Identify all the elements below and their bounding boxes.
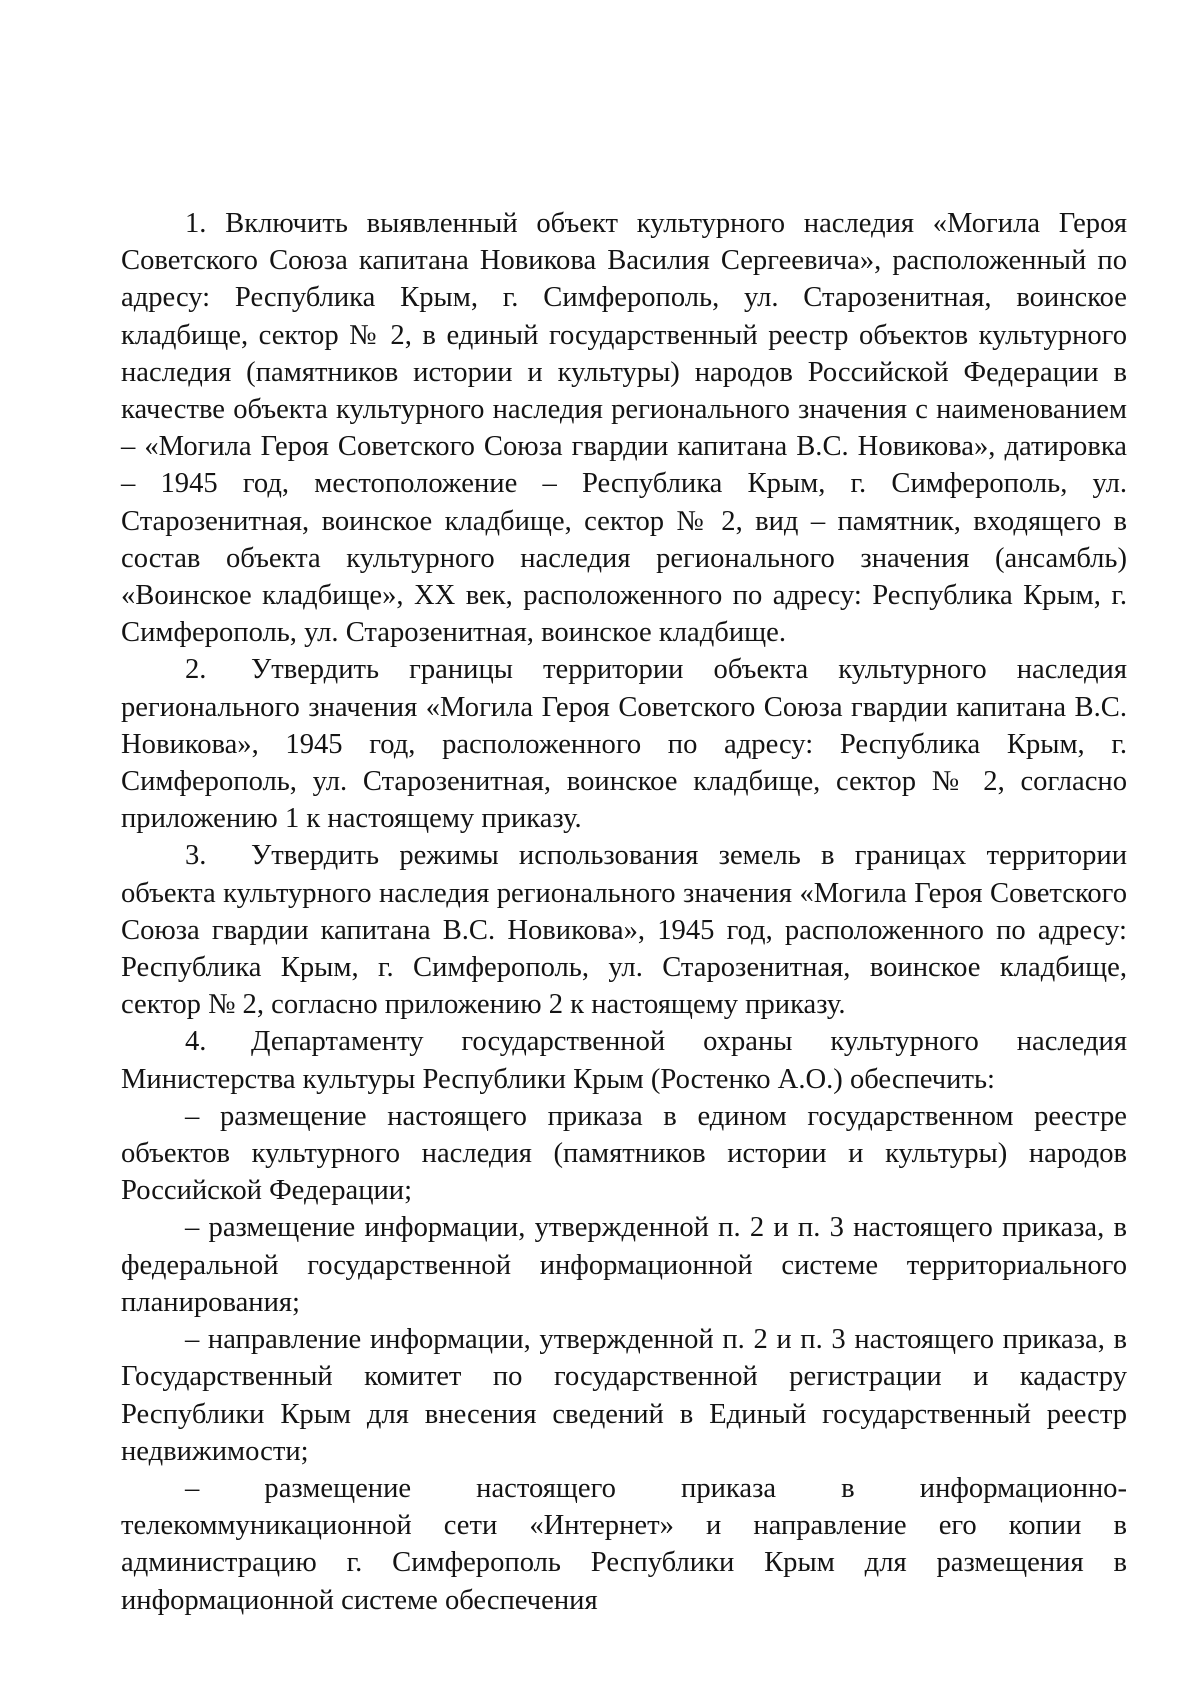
subitem-4 bbox=[121, 1470, 1127, 1619]
subitem-1 bbox=[121, 1098, 1127, 1210]
subitem-text: – размещение настоящего приказа в информационно-телекоммуникационной сети «Интернет» и направление его копии в администрацию г. Симферополь Республики Крым для размещения в информационной системе обеспечения bbox=[121, 1472, 1127, 1616]
item-number: 2. bbox=[185, 654, 207, 686]
item-number: 1. bbox=[185, 208, 207, 239]
subitem-text: – размещение информации, утвержденной п. 2 и п. 3 настоящего приказа, в федеральной государственной информационной системе территориального планирования; bbox=[121, 1212, 1127, 1318]
subitem-3 bbox=[121, 1321, 1127, 1470]
paragraph-item-4 bbox=[121, 1023, 1127, 1097]
item-text: Утвердить режимы использования земель в границах территории объекта культурного наследия регионального значения «Могила Героя Советского Союза гвардии капитана В.С. Новикова», 1945 год, расположенного по адресу: Республика Крым, г. Симферополь, ул. Старозенитная, воинское кладбище, сектор № 2, согласно приложению 2 к настоящему приказу. bbox=[121, 840, 1127, 1021]
paragraph-item-1 bbox=[121, 205, 1127, 651]
paragraph-item-3 bbox=[121, 837, 1127, 1023]
paragraph-item-2 bbox=[121, 651, 1127, 837]
subitem-text: – направление информации, утвержденной п. 2 и п. 3 настоящего приказа, в Государственный комитет по государственной регистрации и кадастру Республики Крым для внесения сведений в Единый государственный реестр недвижимости; bbox=[121, 1324, 1127, 1467]
item-number: 3. bbox=[185, 840, 207, 872]
document-body bbox=[121, 205, 1127, 1619]
subitem-text: – размещение настоящего приказа в едином государственном реестре объектов культурного наследия (памятников истории и культуры) народов Российской Федерации; bbox=[121, 1100, 1127, 1207]
subitem-2 bbox=[121, 1209, 1127, 1321]
item-number: 4. bbox=[185, 1026, 207, 1058]
item-text: Департаменту государственной охраны культурного наследия Министерства культуры Республики Крым (Ростенко А.О.) обеспечить: bbox=[121, 1026, 1127, 1095]
item-text: Включить выявленный объект культурного наследия «Могила Героя Советского Союза капитана Новикова Василия Сергеевича», расположенный по адресу: Республика Крым, г. Симферополь, ул. Старозенитная, воинское кладбище, сектор № 2, в единый государственный реестр объектов культурного наследия (памятников истории и культуры) народов Российской Федерации в качестве объекта культурного наследия регионального значения с наименованием – «Могила Героя Советского Союза гвардии капитана В.С. Новикова», датировка – 1945 год, местоположение – Республика Крым, г. Симферополь, ул. Старозенитная, воинское кладбище, сектор № 2, вид – памятник, входящего в состав объекта культурного наследия регионального значения (ансамбль) «Воинское кладбище», XX век, расположенного по адресу: Республика Крым, г. Симферополь, ул. Старозенитная, воинское кладбище. bbox=[121, 208, 1128, 649]
item-text: Утвердить границы территории объекта культурного наследия регионального значения «Могила Героя Советского Союза гвардии капитана В.С. Новикова», 1945 год, расположенного по адресу: Республика Крым, г. Симферополь, ул. Старозенитная, воинское кладбище, сектор № 2, согласно приложению 1 к настоящему приказу. bbox=[121, 654, 1127, 835]
